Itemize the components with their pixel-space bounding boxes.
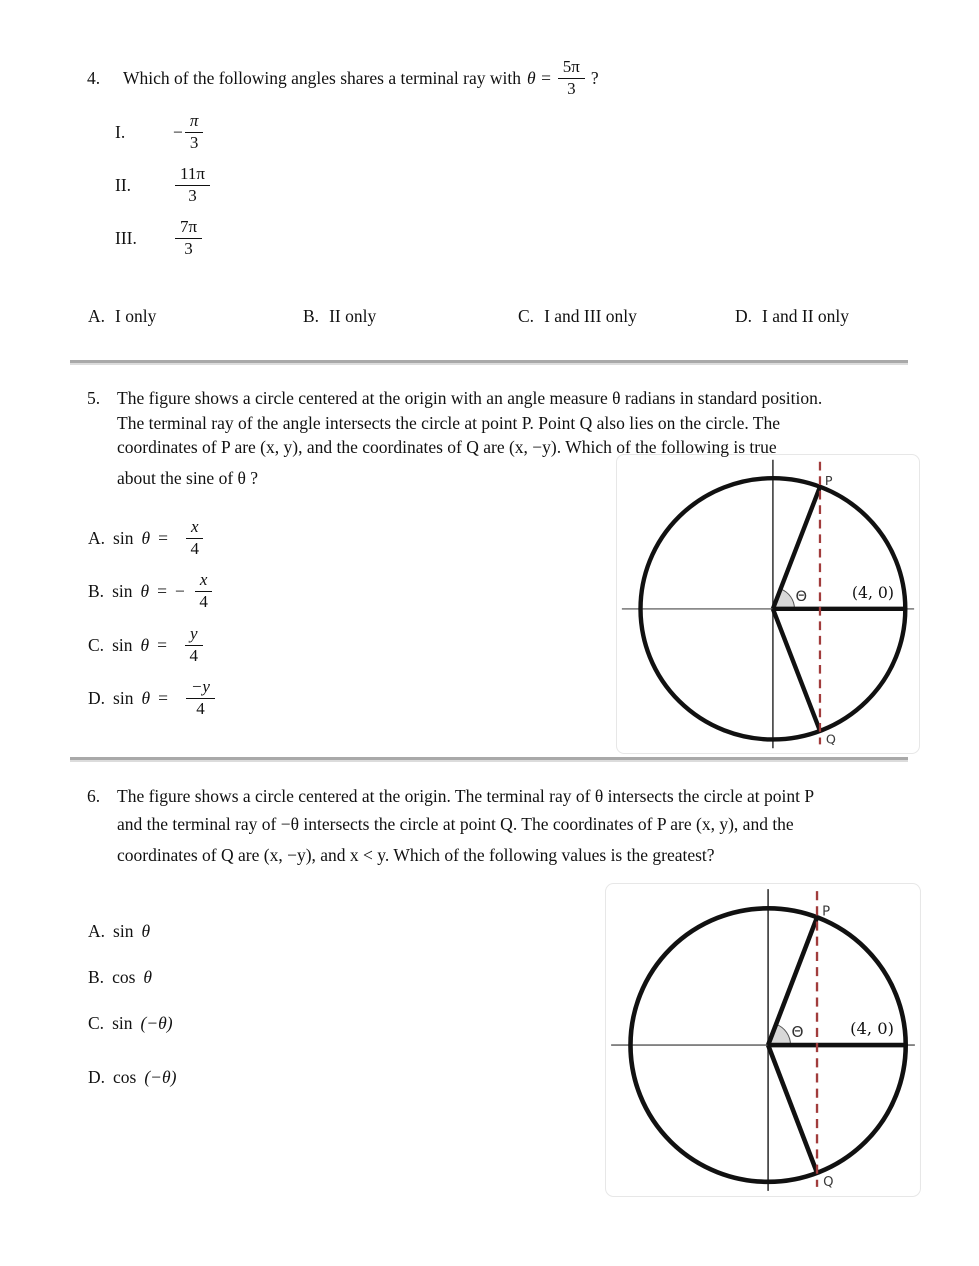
q5-line-3: coordinates of P are (x, y), and the coordinates of Q are (x, −y). Which of the following is true [117, 437, 777, 457]
roman-fraction [175, 218, 202, 259]
equals-sign: = [158, 527, 168, 548]
q5-unit-circle-figure [616, 454, 920, 759]
trig-function: sin [112, 634, 133, 655]
choice-fraction [186, 518, 204, 559]
fraction-denominator: 4 [189, 646, 198, 666]
choice-label: D. [88, 687, 106, 708]
roman-fraction [175, 165, 210, 206]
equals-sign: = [157, 634, 167, 655]
q6-line-2: and the terminal ray of −θ intersects the circle at point Q. The coordinates of P are (x, y), and the [117, 814, 794, 834]
question-4-prompt [87, 58, 599, 99]
fraction-denominator: 4 [199, 592, 208, 612]
choice-label: A. [88, 527, 106, 548]
question-4-fraction [558, 58, 585, 99]
roman-label: II. [115, 174, 132, 195]
roman-item-1 [115, 112, 203, 153]
minus-sign: − [173, 121, 183, 142]
roman-label: I. [115, 121, 126, 142]
choice-label: C. [88, 1013, 105, 1033]
q4-choice-a [88, 306, 156, 327]
fraction-numerator: −y [186, 678, 215, 699]
section-divider [70, 360, 908, 365]
fraction-denominator: 3 [188, 186, 197, 206]
fraction-numerator: 7π [175, 218, 202, 239]
trig-argument: θ [141, 921, 151, 941]
choice-label: A. [88, 921, 106, 941]
q5-choice-c [88, 625, 203, 666]
question-number-text: 6. [87, 786, 101, 806]
section-divider [70, 757, 908, 762]
trig-function: sin [112, 1013, 133, 1033]
point-p-label: P [822, 904, 831, 920]
point-p-label: P [824, 473, 833, 488]
q5-line-4: about the sine of θ ? [117, 468, 259, 488]
question-4-number: 4. [87, 67, 101, 88]
q6-line-3: coordinates of Q are (x, −y), and x < y. Which of the following values is the greatest? [117, 845, 715, 865]
question-6-number [87, 786, 100, 807]
choice-fraction [195, 571, 213, 612]
fraction-numerator: y [185, 625, 203, 646]
roman-fraction [185, 112, 204, 153]
choice-label: D. [735, 306, 753, 326]
choice-label: A. [88, 306, 106, 326]
choice-text: I and II only [762, 306, 850, 326]
fraction-denominator: 3 [567, 79, 576, 99]
point-q-label: Q [825, 731, 836, 747]
x-intercept-label: (4, 0) [851, 584, 895, 603]
q5-choice-d [88, 678, 215, 719]
trig-function: sin [113, 921, 134, 941]
q5-line-1: The figure shows a circle centered at the origin with an angle measure θ radians in standard position. [117, 388, 823, 408]
fraction-numerator: 11π [175, 165, 210, 186]
question-4-theta-equation: θ = [527, 67, 552, 88]
unit-circle-svg-q5 [616, 454, 920, 754]
choice-fraction [186, 678, 215, 719]
question-4-text: Which of the following angles shares a terminal ray with [123, 67, 522, 88]
choice-text: I only [115, 306, 157, 326]
roman-item-2 [115, 165, 210, 206]
fraction-denominator: 4 [190, 539, 199, 559]
fraction-denominator: 4 [196, 699, 205, 719]
trig-function: cos [112, 967, 136, 987]
q6-line-1: The figure shows a circle centered at the origin. The terminal ray of θ intersects the circle at point P [117, 786, 815, 806]
fraction-numerator: x [195, 571, 213, 592]
trig-function: cos [113, 1067, 137, 1087]
theta-angle-label: Θ [795, 588, 808, 606]
choice-fraction [185, 625, 203, 666]
trig-function: sin [112, 580, 133, 601]
theta-angle-label: Θ [791, 1023, 804, 1041]
choice-label: C. [88, 634, 105, 655]
q6-choice-a [88, 921, 150, 942]
minus-sign: − [174, 580, 185, 601]
trig-argument: θ [141, 687, 151, 708]
fraction-denominator: 3 [184, 239, 193, 259]
q6-unit-circle-figure [605, 883, 921, 1202]
trig-argument: θ [140, 580, 150, 601]
q5-choice-b [88, 571, 212, 612]
figure-border [616, 454, 919, 753]
q4-choice-c [518, 306, 637, 327]
trig-argument: (−θ) [144, 1067, 177, 1087]
question-number-text: 5. [87, 388, 101, 408]
figure-border [606, 884, 921, 1197]
choice-text: I and III only [544, 306, 637, 326]
choice-label: B. [88, 580, 105, 601]
equals-sign: = [158, 687, 168, 708]
choice-label: C. [518, 306, 535, 326]
unit-circle-svg-q6 [605, 883, 921, 1197]
q6-choice-d [88, 1067, 176, 1088]
fraction-numerator: x [186, 518, 204, 539]
equals-sign: = [157, 580, 167, 601]
question-5-number [87, 388, 100, 409]
roman-label: III. [115, 227, 137, 248]
trig-argument: θ [143, 967, 152, 987]
q4-choice-b [303, 306, 376, 327]
trig-argument: θ [141, 527, 151, 548]
q6-choice-b [88, 967, 152, 988]
fraction-numerator: π [185, 112, 204, 133]
choice-label: B. [303, 306, 320, 326]
q5-line-2: The terminal ray of the angle intersects the circle at point P. Point Q also lies on the circle. The [117, 413, 781, 433]
question-4-question-mark: ? [590, 67, 599, 88]
trig-function: sin [113, 527, 134, 548]
q5-choice-a [88, 518, 203, 559]
q4-choice-d [735, 306, 849, 327]
choice-label: D. [88, 1067, 106, 1087]
trig-argument: θ [140, 634, 150, 655]
x-intercept-label: (4, 0) [850, 1018, 894, 1038]
roman-item-3 [115, 218, 202, 259]
trig-argument: (−θ) [140, 1013, 173, 1033]
choice-text: II only [329, 306, 377, 326]
point-q-label: Q [823, 1174, 834, 1190]
fraction-numerator: 5π [558, 58, 585, 79]
q6-choice-c [88, 1013, 173, 1034]
fraction-denominator: 3 [189, 133, 199, 153]
trig-function: sin [113, 687, 134, 708]
choice-label: B. [88, 967, 105, 987]
